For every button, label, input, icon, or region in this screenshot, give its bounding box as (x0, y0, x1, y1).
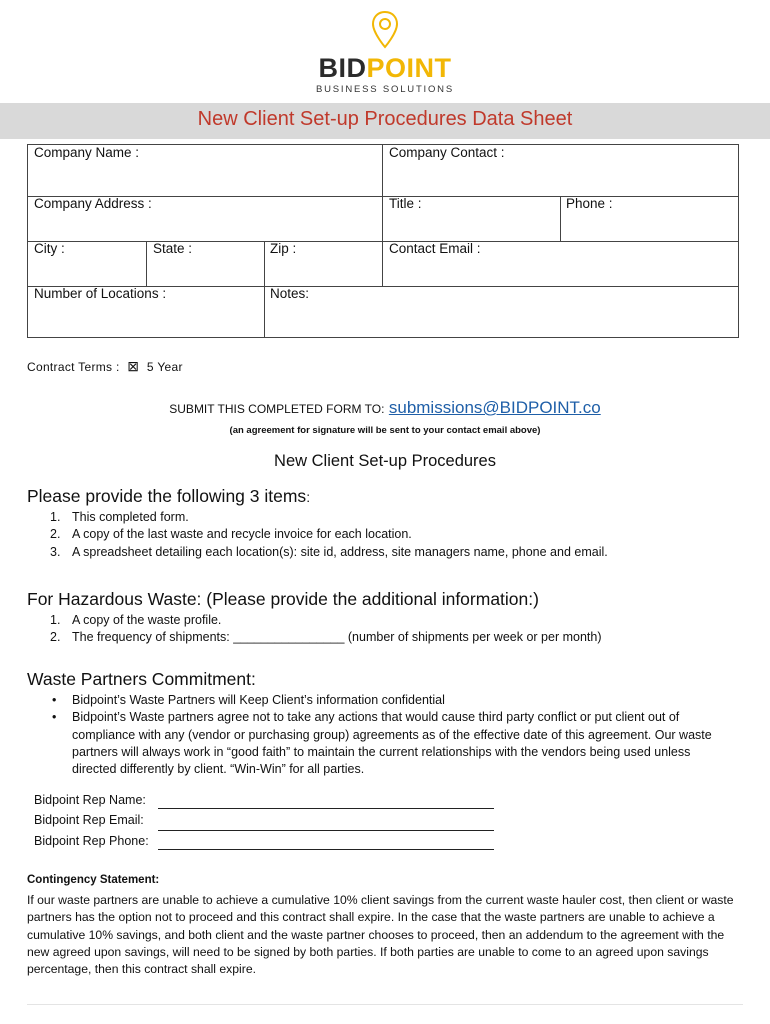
company-contact-label: Company Contact : (389, 145, 505, 160)
rep-name-label: Bidpoint Rep Name: (34, 793, 146, 807)
notes-label: Notes: (270, 286, 310, 301)
commitment-list (52, 692, 732, 778)
rep-name-field[interactable] (158, 808, 494, 809)
brand-name-part1: BID (318, 53, 367, 83)
list-item: 2. A copy of the last waste and recycle invoice for each location. (50, 527, 412, 542)
page-title: New Client Set-up Procedures Data Sheet (197, 108, 573, 130)
logo (0, 10, 770, 102)
company-address-label: Company Address : (34, 196, 152, 211)
brand-tagline: BUSINESS SOLUTIONS (316, 84, 454, 95)
brand-name (0, 55, 770, 82)
phone-label: Phone : (566, 196, 613, 211)
hazardous-heading: For Hazardous Waste: (Please provide the additional information:) (27, 589, 539, 609)
rep-phone-field[interactable] (158, 849, 494, 850)
company-name-label: Company Name : (34, 145, 140, 160)
state-label: State : (153, 241, 193, 256)
items-heading (27, 486, 310, 507)
rep-email-label: Bidpoint Rep Email: (34, 813, 144, 827)
city-label: City : (34, 241, 65, 256)
submit-note: (an agreement for signature will be sent to your contact email above) (229, 425, 541, 436)
items-list (50, 509, 752, 561)
hazardous-list (50, 612, 752, 647)
rep-phone-label: Bidpoint Rep Phone: (34, 834, 149, 848)
list-item: • Bidpoint’s Waste Partners will Keep Client’s information confidential (52, 693, 445, 707)
list-item: 1. A copy of the waste profile. (50, 613, 222, 627)
location-pin-icon (370, 10, 400, 50)
contingency-heading: Contingency Statement: (27, 874, 160, 886)
num-locations-label: Number of Locations : (34, 286, 167, 301)
items-heading-colon: : (306, 489, 311, 505)
submission-email-link[interactable]: submissions@BIDPOINT.co (388, 398, 601, 417)
commitment-heading: Waste Partners Commitment: (27, 669, 256, 689)
contract-terms-label: Contract Terms : (27, 360, 120, 374)
checkbox-checked-icon[interactable]: ⊠ (127, 358, 140, 374)
contract-terms (27, 358, 183, 375)
contact-email-label: Contact Email : (389, 241, 481, 256)
brand-name-part2: POINT (366, 53, 452, 83)
list-item: 3. A spreadsheet detailing each location(s): site id, address, site managers name, phone and email. (50, 544, 608, 559)
title-label: Title : (389, 196, 422, 211)
list-item: 2. The frequency of shipments: ________________ (number of shipments per week or per month) (50, 630, 602, 645)
list-item: • Bidpoint’s Waste partners agree not to take any actions that would cause third party conflict or put client out of compliance with any (vendor or purchasing group) agreements as of the effective date of this agreement. Our waste partners will always work in “good faith” to maintain the current relationships with the vendors being used unless directed differently by client. “Win-Win” for all parties. (52, 710, 712, 777)
footer-divider (27, 1004, 743, 1005)
notes-cell[interactable] (264, 286, 739, 338)
procedures-title: New Client Set-up Procedures (274, 452, 496, 470)
submit-prefix: SUBMIT THIS COMPLETED FORM TO: (169, 402, 385, 416)
rep-email-field[interactable] (158, 830, 494, 831)
submit-line (0, 398, 770, 418)
zip-label: Zip : (270, 241, 297, 256)
list-item: 1. This completed form. (50, 510, 189, 524)
items-heading-text: Please provide the following 3 items (27, 486, 307, 506)
contingency-text: If our waste partners are unable to achieve a cumulative 10% client savings from the current waste hauler cost, then client or waste partners has the option not to proceed and this contract shall expire. In the case that the waste partners are unable to achieve a cumulative 10% savings, and both client and the waste partner chooses to proceed, then an addendum to the agreement with the new agreed upon savings, will need to be signed by both parties. If both parties are unable to come to an agreed upon savings percentage, then this contract shall expire. (27, 893, 734, 977)
contract-terms-value: 5 Year (146, 360, 183, 374)
